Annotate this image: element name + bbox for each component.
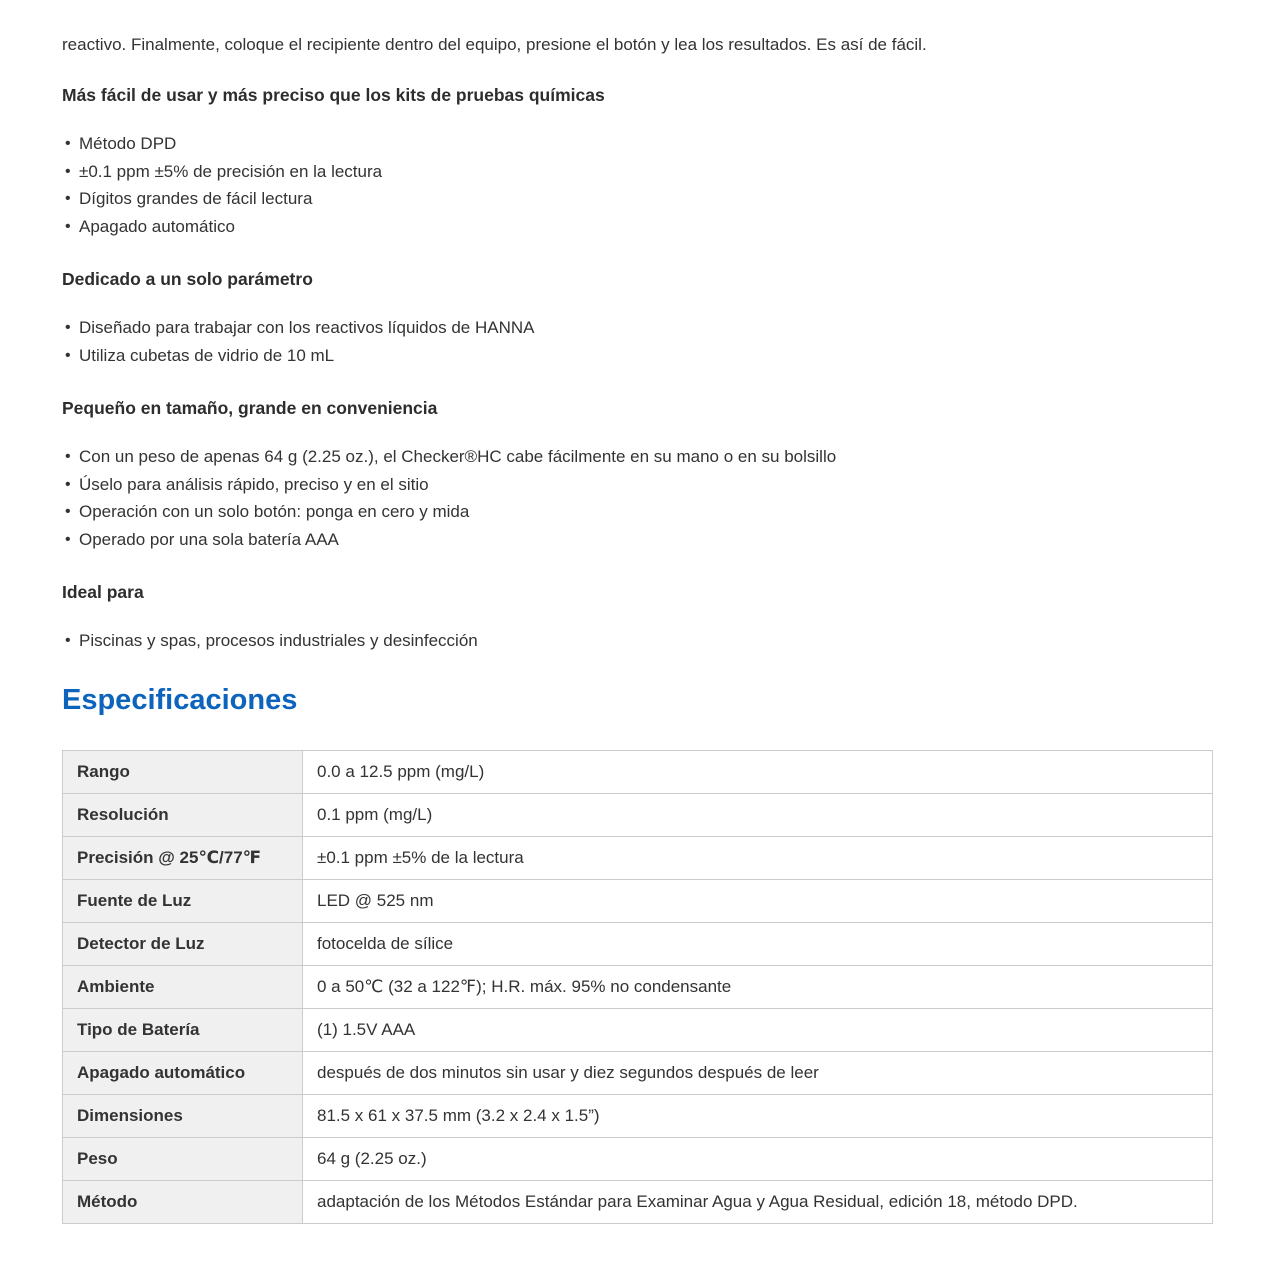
- section-heading: Pequeño en tamaño, grande en conveniencia: [62, 398, 438, 418]
- bullet-item: • ±0.1 ppm ±5% de precisión en la lectura: [65, 158, 1213, 186]
- specifications-heading: Especificaciones: [62, 683, 298, 716]
- section-heading: Ideal para: [62, 582, 144, 602]
- spec-row: [63, 750, 1213, 793]
- bullet-list: [62, 314, 1213, 369]
- spec-label: Tipo de Batería: [63, 1008, 303, 1051]
- spec-label: Apagado automático: [63, 1051, 303, 1094]
- spec-row: [63, 922, 1213, 965]
- spec-label: Rango: [63, 750, 303, 793]
- spec-label: Precisión @ 25℃/77℉: [63, 836, 303, 879]
- bullet-item: • Operación con un solo botón: ponga en cero y mida: [65, 498, 1213, 526]
- spec-row: [63, 793, 1213, 836]
- spec-value: 64 g (2.25 oz.): [303, 1137, 1213, 1180]
- spec-label: Resolución: [63, 793, 303, 836]
- bullet-list: [62, 443, 1213, 553]
- spec-value: 81.5 x 61 x 37.5 mm (3.2 x 2.4 x 1.5”): [303, 1094, 1213, 1137]
- section-heading: Dedicado a un solo parámetro: [62, 269, 313, 289]
- spec-row: [63, 1051, 1213, 1094]
- spec-label: Detector de Luz: [63, 922, 303, 965]
- spec-value: después de dos minutos sin usar y diez segundos después de leer: [303, 1051, 1213, 1094]
- bullet-item: • Apagado automático: [65, 213, 1213, 241]
- feature-section: [62, 397, 1213, 553]
- bullet-list: [62, 627, 1213, 655]
- spec-value: adaptación de los Métodos Estándar para Examinar Agua y Agua Residual, edición 18, método DPD.: [303, 1180, 1213, 1223]
- specifications-table: [62, 750, 1213, 1224]
- bullet-list: [62, 130, 1213, 240]
- spec-label: Dimensiones: [63, 1094, 303, 1137]
- spec-row: [63, 965, 1213, 1008]
- spec-label: Peso: [63, 1137, 303, 1180]
- spec-row: [63, 879, 1213, 922]
- spec-row: [63, 1137, 1213, 1180]
- spec-row: [63, 1094, 1213, 1137]
- bullet-item: • Diseñado para trabajar con los reactivos líquidos de HANNA: [65, 314, 1213, 342]
- bullet-item: • Úselo para análisis rápido, preciso y en el sitio: [65, 471, 1213, 499]
- section-heading: Más fácil de usar y más preciso que los kits de pruebas químicas: [62, 85, 605, 105]
- bullet-item: • Método DPD: [65, 130, 1213, 158]
- feature-section: [62, 84, 1213, 240]
- spec-value: 0.0 a 12.5 ppm (mg/L): [303, 750, 1213, 793]
- product-description-page: [62, 33, 1213, 1224]
- bullet-item: • Dígitos grandes de fácil lectura: [65, 185, 1213, 213]
- spec-row: [63, 1180, 1213, 1223]
- spec-row: [63, 1008, 1213, 1051]
- spec-label: Ambiente: [63, 965, 303, 1008]
- intro-paragraph: reactivo. Finalmente, coloque el recipiente dentro del equipo, presione el botón y lea los resultados. Es así de fácil.: [62, 35, 927, 54]
- bullet-item: • Utiliza cubetas de vidrio de 10 mL: [65, 342, 1213, 370]
- spec-label: Fuente de Luz: [63, 879, 303, 922]
- feature-section: [62, 268, 1213, 369]
- bullet-item: • Piscinas y spas, procesos industriales y desinfección: [65, 627, 1213, 655]
- feature-section: [62, 581, 1213, 655]
- bullet-item: • Operado por una sola batería AAA: [65, 526, 1213, 554]
- feature-sections: [62, 84, 1213, 655]
- spec-value: LED @ 525 nm: [303, 879, 1213, 922]
- spec-row: [63, 836, 1213, 879]
- spec-value: 0.1 ppm (mg/L): [303, 793, 1213, 836]
- spec-value: 0 a 50℃ (32 a 122℉); H.R. máx. 95% no condensante: [303, 965, 1213, 1008]
- spec-value: ±0.1 ppm ±5% de la lectura: [303, 836, 1213, 879]
- bullet-item: • Con un peso de apenas 64 g (2.25 oz.), el Checker®HC cabe fácilmente en su mano o en su bolsillo: [65, 443, 1213, 471]
- spec-value: fotocelda de sílice: [303, 922, 1213, 965]
- spec-label: Método: [63, 1180, 303, 1223]
- spec-value: (1) 1.5V AAA: [303, 1008, 1213, 1051]
